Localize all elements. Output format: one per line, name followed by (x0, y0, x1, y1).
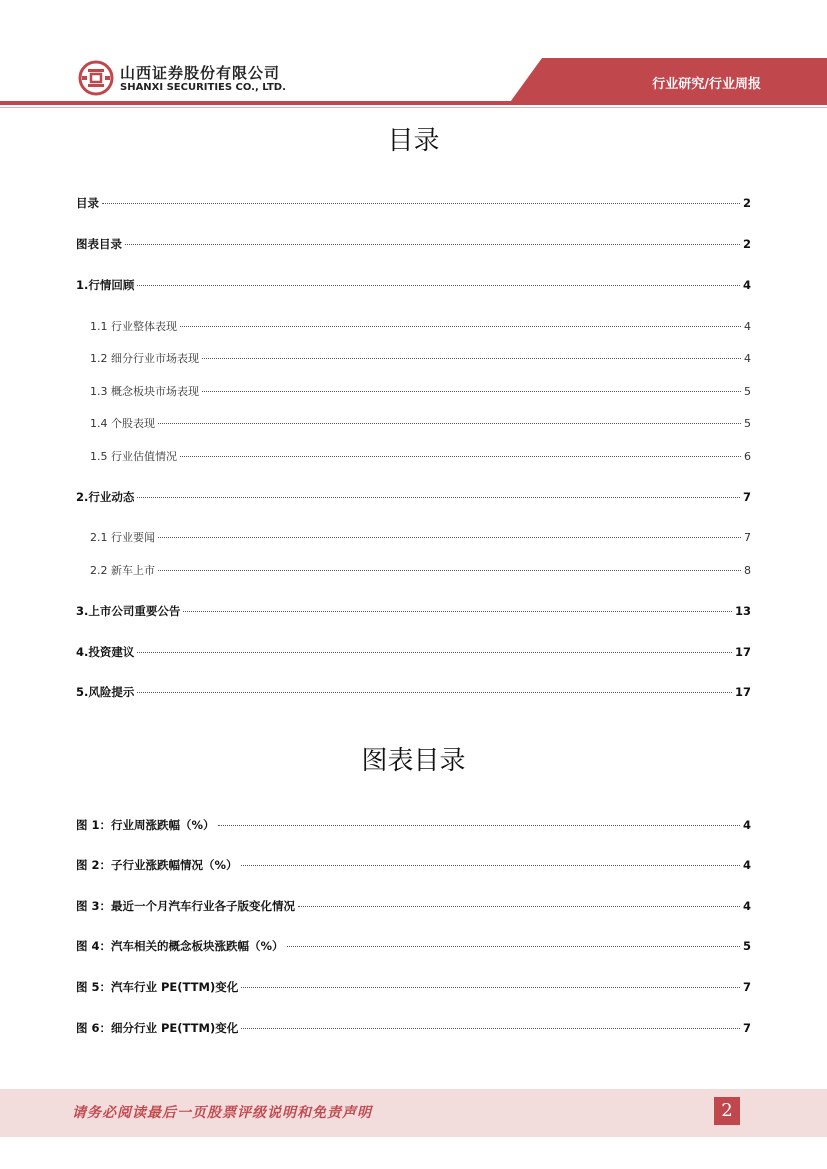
figure-entry-page: 4 (742, 899, 751, 913)
toc-leader-dots (298, 906, 740, 907)
toc-leader-dots (180, 326, 741, 327)
toc-entry[interactable] (76, 236, 751, 252)
footer-disclaimer: 请务必阅读最后一页股票评级说明和免责声明 (72, 1105, 372, 1121)
toc-entry[interactable] (76, 644, 751, 660)
toc-entry-page: 7 (744, 531, 751, 544)
toc-entry-label: 4.投资建议 (76, 645, 135, 659)
toc-entry-page: 4 (744, 352, 751, 365)
toc-leader-dots (102, 203, 740, 204)
toc-entry-page: 4 (744, 320, 751, 333)
figure-entry-label: 图 1：行业周涨跌幅（%） (76, 818, 215, 832)
toc-entry-label: 2.1 行业要闻 (90, 531, 155, 544)
toc-subentry[interactable] (90, 448, 751, 464)
toc-entry-page: 4 (742, 278, 751, 292)
toc-entry-page: 17 (734, 685, 751, 699)
figure-entry-page: 5 (742, 939, 751, 953)
toc-leader-dots (137, 285, 740, 286)
toc-entry-page: 17 (734, 645, 751, 659)
toc-leader-dots (125, 244, 740, 245)
figures-title: 图表目录 (361, 746, 466, 776)
toc-subentry[interactable] (90, 562, 751, 578)
toc-entry-page: 2 (742, 237, 751, 251)
company-name-en: SHANXI SECURITIES CO., LTD. (120, 82, 286, 93)
toc-entry-page: 7 (742, 490, 751, 504)
toc-leader-dots (137, 652, 732, 653)
toc-entry-page: 8 (744, 564, 751, 577)
toc-leader-dots (137, 497, 740, 498)
figure-entry-label: 图 5：汽车行业 PE(TTM)变化 (76, 980, 239, 994)
toc-entry-page: 5 (744, 385, 751, 398)
figure-entry-label: 图 6：细分行业 PE(TTM)变化 (76, 1021, 239, 1035)
toc-entry-label: 2.行业动态 (76, 490, 135, 504)
figure-entry-label: 图 4：汽车相关的概念板块涨跌幅（%） (76, 939, 284, 953)
figure-entry[interactable] (76, 857, 751, 873)
figure-entry-page: 4 (742, 818, 751, 832)
toc-leader-dots (158, 423, 741, 424)
toc-leader-dots (218, 825, 740, 826)
toc-leader-dots (183, 611, 732, 612)
toc-leader-dots (180, 456, 741, 457)
toc-subentry[interactable] (90, 318, 751, 334)
figure-entry-page: 4 (742, 858, 751, 872)
toc-entry[interactable] (76, 684, 751, 700)
toc-entry-label: 目录 (76, 196, 99, 210)
toc-entry[interactable] (76, 195, 751, 211)
toc-entry-label: 1.3 概念板块市场表现 (90, 385, 199, 398)
toc-leader-dots (202, 358, 741, 359)
figure-entry[interactable] (76, 1020, 751, 1036)
toc-leader-dots (202, 391, 741, 392)
report-type: 行业研究/行业周报 (652, 77, 761, 92)
toc-entry-label: 图表目录 (76, 237, 122, 251)
toc-leader-dots (241, 1028, 740, 1029)
figure-entry[interactable] (76, 817, 751, 833)
toc-leader-dots (241, 987, 740, 988)
toc-entry-label: 3.上市公司重要公告 (76, 604, 181, 618)
toc-entry[interactable] (76, 603, 751, 619)
company-name-cn: 山西证券股份有限公司 (120, 64, 281, 82)
figure-entry-label: 图 3：最近一个月汽车行业各子版变化情况 (76, 899, 296, 913)
toc-entry-page: 6 (744, 450, 751, 463)
toc-entry-label: 2.2 新车上市 (90, 564, 155, 577)
figure-entry[interactable] (76, 898, 751, 914)
figure-entry[interactable] (76, 938, 751, 954)
header-divider-thin (0, 107, 827, 108)
toc-entry-label: 1.5 行业估值情况 (90, 450, 177, 463)
toc-leader-dots (287, 946, 740, 947)
figure-entry[interactable] (76, 979, 751, 995)
toc-leader-dots (158, 537, 741, 538)
toc-entry-label: 1.行情回顾 (76, 278, 135, 292)
toc-subentry[interactable] (90, 529, 751, 545)
toc-subentry[interactable] (90, 350, 751, 366)
figure-entry-page: 7 (742, 1021, 751, 1035)
toc-entry-label: 1.4 个股表现 (90, 417, 155, 430)
toc-leader-dots (241, 865, 740, 866)
page-number: 2 (714, 1097, 740, 1125)
toc-leader-dots (137, 692, 732, 693)
toc-entry-page: 5 (744, 417, 751, 430)
toc-entry[interactable] (76, 489, 751, 505)
toc-entry-label: 1.1 行业整体表现 (90, 320, 177, 333)
toc-subentry[interactable] (90, 415, 751, 431)
figure-entry-page: 7 (742, 980, 751, 994)
company-logo-icon (78, 60, 114, 96)
figure-entry-label: 图 2：子行业涨跌幅情况（%） (76, 858, 238, 872)
toc-entry-label: 1.2 细分行业市场表现 (90, 352, 199, 365)
toc-leader-dots (158, 570, 741, 571)
toc-entry-page: 13 (734, 604, 751, 618)
toc-entry-label: 5.风险提示 (76, 685, 135, 699)
toc-entry-page: 2 (742, 196, 751, 210)
header-divider (0, 101, 827, 105)
page-header (0, 0, 827, 110)
toc-subentry[interactable] (90, 383, 751, 399)
toc-title: 目录 (387, 126, 440, 156)
toc-entry[interactable] (76, 277, 751, 293)
